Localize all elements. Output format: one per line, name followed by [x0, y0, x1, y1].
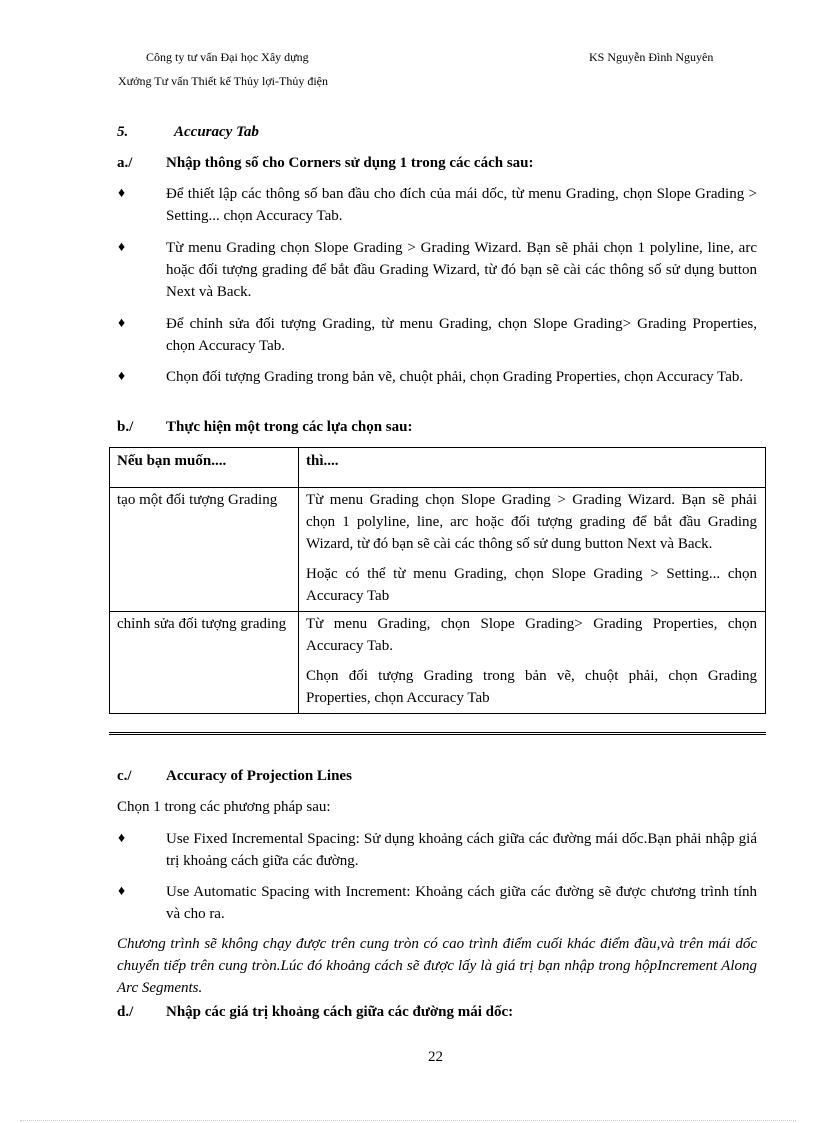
bullet-icon: ♦: [118, 369, 126, 384]
part-c-bullet-1: Use Fixed Incremental Spacing: Sử dụng khoảng cách giữa các đường mái dốc.Bạn phải nhập giá trị khoảng cách giữa các đường.: [166, 831, 757, 869]
bullet-icon: ♦: [118, 240, 126, 255]
table-row: [110, 488, 766, 612]
part-c-label: c./: [117, 768, 132, 784]
part-c-heading: Accuracy of Projection Lines: [166, 768, 352, 784]
part-b-label: b./: [117, 419, 134, 435]
part-c-bullet-2: Use Automatic Spacing with Increment: Khoảng cách giữa các đường sẽ được chương trình tính và cho ra.: [166, 884, 757, 922]
table-header-col1: Nếu bạn muốn....: [110, 448, 299, 488]
table-row: [110, 612, 766, 714]
table-cell-want: tạo một đối tượng Grading: [110, 488, 299, 612]
table-cell-then: [299, 612, 766, 714]
footer-divider: [20, 1120, 796, 1121]
part-a-heading: Nhập thông số cho Corners sử dụng 1 trong các cách sau:: [166, 155, 534, 171]
part-d-heading: Nhập các giá trị khoảng cách giữa các đường mái dốc:: [166, 1004, 514, 1020]
part-a-bullet-4: Chọn đối tượng Grading trong bản vẽ, chuột phải, chọn Grading Properties, chọn Accuracy Tab.: [166, 369, 744, 385]
section-title: Accuracy Tab: [174, 124, 259, 140]
part-a-bullet-2: Từ menu Grading chọn Slope Grading > Grading Wizard. Bạn sẽ phải chọn 1 polyline, line, arc hoặc đối tượng grading để bắt đầu Grading Wizard, từ đó bạn sẽ cài các thông số sử dụng button Next và Back.: [166, 240, 757, 300]
part-b-heading: Thực hiện một trong các lựa chọn sau:: [166, 419, 413, 435]
bullet-icon: ♦: [118, 884, 126, 899]
part-a-bullet-1: Để thiết lập các thông số ban đầu cho đích của mái dốc, từ menu Grading, chọn Slope Grading > Setting... chọn Accuracy Tab.: [166, 186, 757, 224]
options-table: [109, 447, 766, 714]
part-d-label: d./: [117, 1004, 134, 1020]
page-number: 22: [428, 1049, 443, 1065]
section-number: 5.: [117, 124, 129, 140]
table-cell-paragraph: Từ menu Grading chọn Slope Grading > Grading Wizard. Bạn sẽ phải chọn 1 polyline, line, arc hoặc đối tượng grading để bắt đầu Grading Wizard, từ đó bạn sẽ cài các thông số sử dung button Next và Back.: [306, 492, 757, 552]
table-header-row: [110, 448, 766, 488]
table-cell-want: chỉnh sửa đối tượng grading: [110, 612, 299, 714]
part-a-bullet-3: Để chỉnh sửa đối tượng Grading, từ menu Grading, chọn Slope Grading> Grading Properties, chọn Accuracy Tab.: [166, 316, 757, 354]
header-author: KS Nguyễn Đình Nguyên: [589, 50, 714, 64]
table-cell-paragraph: Từ menu Grading, chọn Slope Grading> Grading Properties, chọn Accuracy Tab.: [306, 616, 757, 654]
part-c-note: Chương trình sẽ không chạy được trên cung tròn có cao trình điểm cuối khác điểm đầu,và trên mái dốc chuyển tiếp trên cung tròn.Lúc đó khoảng cách sẽ được lấy là giá trị bạn nhập trong hộpIncrement Along Arc Segments.: [117, 936, 757, 996]
table-cell-paragraph: Chọn đối tượng Grading trong bản vẽ, chuột phải, chọn Grading Properties, chọn Accuracy Tab: [306, 668, 757, 706]
table-cell-paragraph: Hoặc có thể từ menu Grading, chọn Slope Grading > Setting... chọn Accuracy Tab: [306, 566, 757, 604]
table-header-col2: thì....: [299, 448, 766, 488]
header-company: Công ty tư vấn Đại học Xây dựng: [146, 50, 309, 64]
bullet-icon: ♦: [118, 316, 126, 331]
bullet-icon: ♦: [118, 186, 126, 201]
bullet-icon: ♦: [118, 831, 126, 846]
table-bottom-border: [109, 732, 766, 735]
part-a-label: a./: [117, 155, 133, 171]
part-c-intro: Chọn 1 trong các phương pháp sau:: [117, 799, 331, 815]
table-cell-then: [299, 488, 766, 612]
header-workshop: Xưởng Tư vấn Thiết kế Thủy lợi-Thủy điện: [118, 74, 329, 88]
